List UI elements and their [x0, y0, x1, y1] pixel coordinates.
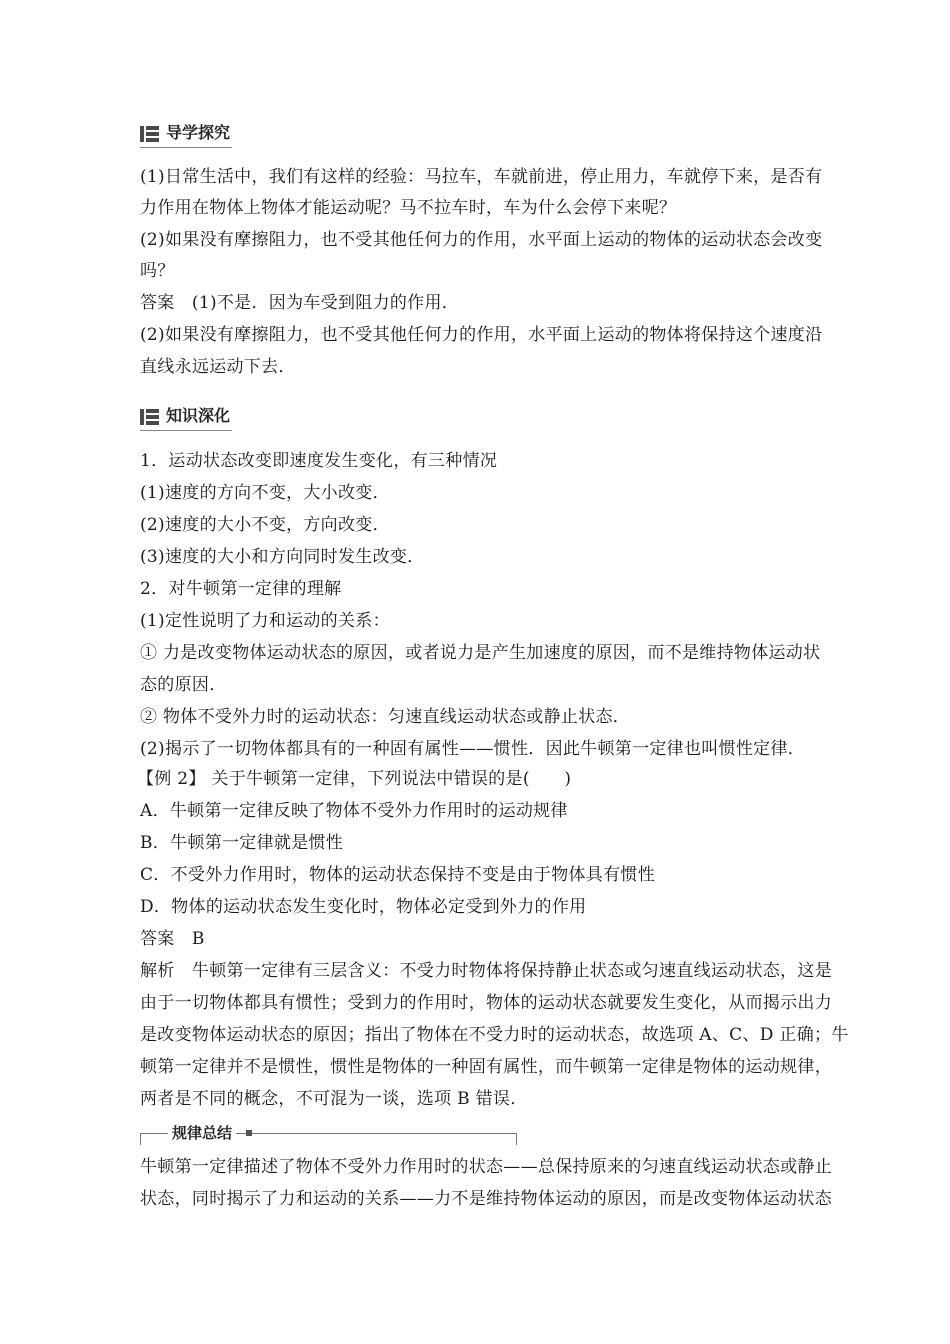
example-answer: 答案 B	[140, 929, 205, 949]
guide-answer-line-2: (2)如果没有摩擦阻力，也不受其他任何力的作用，水平面上运动的物体将保持这个速度沿	[140, 325, 823, 345]
knowledge-line-6: (1)定性说明了力和运动的关系：	[140, 611, 390, 631]
summary-marker-icon	[246, 1130, 252, 1136]
example-option-b: B．牛顿第一定律就是惯性	[140, 833, 344, 853]
example-analysis-line-3: 是改变物体运动状态的原因；指出了物体在不受力时的运动状态，故选项 A、C、D 正确；牛	[140, 1025, 849, 1045]
knowledge-line-1: 1．运动状态改变即速度发生变化，有三种情况	[140, 451, 498, 471]
guide-answer-line-3: 直线永远运动下去．	[140, 357, 296, 377]
guide-answer-line-1: 答案 (1)不是．因为车受到阻力的作用．	[140, 293, 460, 313]
summary-line-1: 牛顿第一定律描述了物体不受外力作用时的状态——总保持原来的匀速直线运动状态或静止	[140, 1157, 832, 1177]
example-option-a: A．牛顿第一定律反映了物体不受外力作用时的运动规律	[140, 801, 568, 821]
section-icon	[140, 126, 160, 142]
summary-header	[140, 1122, 520, 1148]
section-underline	[140, 147, 232, 148]
knowledge-line-7: ① 力是改变物体运动状态的原因，或者说力是产生加速度的原因，而不是维持物体运动状	[140, 643, 821, 663]
section-underline	[140, 430, 232, 431]
guide-question-2-line-2: 吗？	[140, 261, 175, 281]
knowledge-line-9: ② 物体不受外力时的运动状态：匀速直线运动状态或静止状态．	[140, 707, 631, 727]
knowledge-line-5: 2．对牛顿第一定律的理解	[140, 579, 342, 599]
guide-question-2-line-1: (2)如果没有摩擦阻力，也不受其他任何力的作用，水平面上运动的物体的运动状态会改变	[140, 230, 823, 250]
example-option-c: C．不受外力作用时，物体的运动状态保持不变是由于物体具有惯性	[140, 865, 656, 885]
example-option-d: D．物体的运动状态发生变化时，物体必定受到外力的作用	[140, 897, 587, 917]
knowledge-line-3: (2)速度的大小不变，方向改变．	[140, 515, 390, 535]
example-stem: 【例 2】 关于牛顿第一定律，下列说法中错误的是( )	[137, 769, 572, 789]
section-title: 知识深化	[166, 406, 231, 425]
summary-title: 规律总结	[168, 1122, 236, 1144]
section-icon	[140, 409, 160, 425]
example-analysis-line-4: 顿第一定律并不是惯性，惯性是物体的一种固有属性，而牛顿第一定律是物体的运动规律，	[140, 1057, 832, 1077]
guide-question-1-line-1: (1)日常生活中，我们有这样的经验：马拉车，车就前进，停止用力，车就停下来，是否有	[140, 167, 823, 187]
example-analysis-line-2: 由于一切物体都具有惯性；受到力的作用时，物体的运动状态就要发生变化，从而揭示出力	[140, 993, 832, 1013]
knowledge-line-4: (3)速度的大小和方向同时发生改变．	[140, 547, 425, 567]
knowledge-line-2: (1)速度的方向不变，大小改变．	[140, 483, 390, 503]
example-analysis-line-1: 解析 牛顿第一定律有三层含义：不受力时物体将保持静止状态或匀速直线运动状态，这是	[140, 961, 832, 981]
summary-line-2: 状态，同时揭示了力和运动的关系——力不是维持物体运动的原因，而是改变物体运动状态	[140, 1189, 832, 1209]
knowledge-line-8: 态的原因．	[140, 675, 227, 695]
example-analysis-line-5: 两者是不同的概念，不可混为一谈，选项 B 错误．	[140, 1089, 528, 1109]
knowledge-line-10: (2)揭示了一切物体都具有的一种固有属性——惯性．因此牛顿第一定律也叫惯性定律．	[140, 739, 806, 759]
section-title: 导学探究	[166, 123, 231, 142]
guide-question-1-line-2: 力作用在物体上物体才能运动呢？马不拉车时，车为什么会停下来呢？	[140, 198, 677, 218]
